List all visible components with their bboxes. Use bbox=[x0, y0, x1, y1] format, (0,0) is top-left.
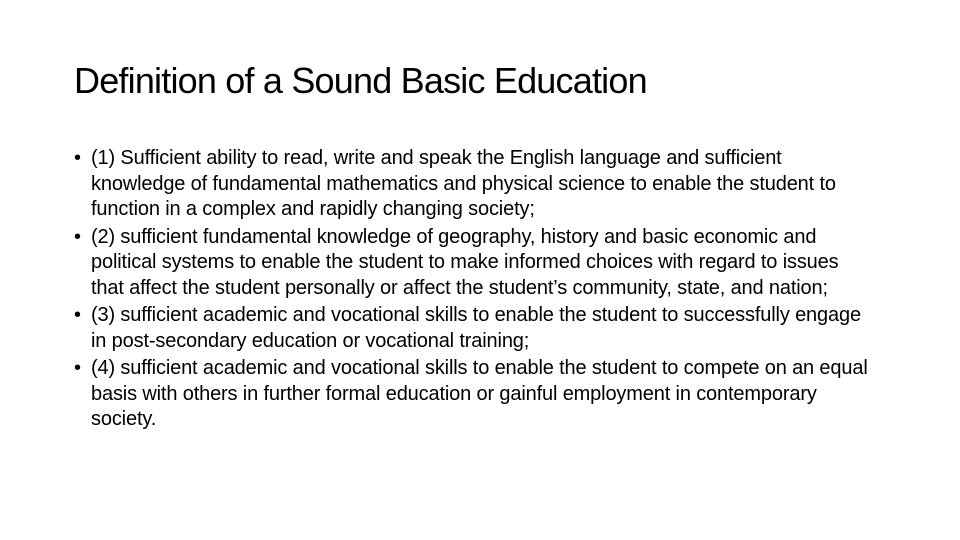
slide-title: Definition of a Sound Basic Education bbox=[74, 60, 647, 101]
bullet-text: (1) Sufficient ability to read, write and speak the English language and sufficient knowledge of fundamental mathematics and physical science to enable the student to function in a complex and rapidly changing society; bbox=[91, 147, 836, 220]
list-item bbox=[74, 225, 874, 302]
bullet-text: (3) sufficient academic and vocational skills to enable the student to successfully engage in post-secondary education or vocational training; bbox=[91, 304, 861, 352]
list-item bbox=[74, 356, 874, 433]
bullet-marker: • bbox=[74, 147, 81, 169]
bullet-marker: • bbox=[74, 304, 81, 326]
bullet-list bbox=[74, 146, 874, 435]
bullet-text: (4) sufficient academic and vocational skills to enable the student to compete on an equal basis with others in further formal education or gainful employment in contemporary society. bbox=[91, 357, 868, 430]
list-item bbox=[74, 146, 874, 223]
bullet-text: (2) sufficient fundamental knowledge of geography, history and basic economic and political systems to enable the student to make informed choices with regard to issues that affect the student personally or affect the student’s community, state, and nation; bbox=[91, 225, 839, 299]
bullet-marker: • bbox=[74, 225, 81, 248]
bullet-marker: • bbox=[74, 357, 81, 379]
list-item bbox=[74, 303, 874, 354]
